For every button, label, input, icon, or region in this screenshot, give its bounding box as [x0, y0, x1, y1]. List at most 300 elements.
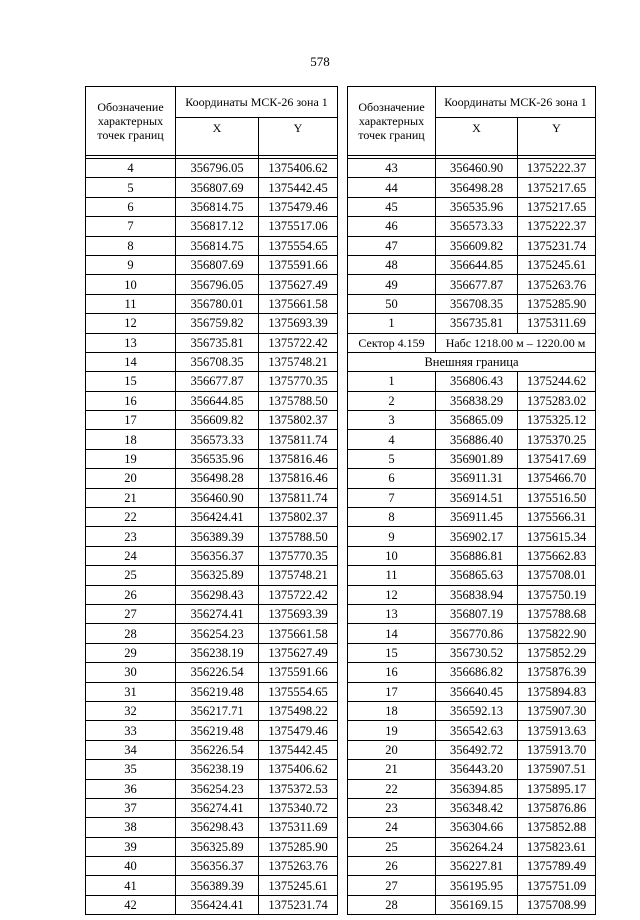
y-coordinate-cell: 1375311.69 [518, 314, 596, 333]
y-coordinate-cell: 1375340.72 [259, 798, 338, 817]
y-coordinate-cell: 1375406.62 [259, 159, 338, 178]
point-id-cell: 10 [348, 546, 436, 565]
y-coordinate-cell: 1375748.21 [259, 352, 338, 371]
table-row [86, 527, 338, 546]
table-row [348, 449, 596, 468]
point-id-cell: 18 [348, 701, 436, 720]
x-coordinate-cell: 356219.48 [176, 721, 259, 740]
y-coordinate-cell: 1375722.42 [259, 585, 338, 604]
x-coordinate-cell: 356759.82 [176, 314, 259, 333]
x-coordinate-cell: 356217.71 [176, 701, 259, 720]
x-coordinate-cell: 356238.19 [176, 760, 259, 779]
point-id-cell: 2 [348, 391, 436, 410]
table-row [86, 294, 338, 313]
point-id-cell: 6 [86, 197, 176, 216]
x-coordinate-cell: 356770.86 [436, 624, 518, 643]
table-row [348, 721, 596, 740]
table-row [86, 760, 338, 779]
y-coordinate-cell: 1375263.76 [518, 275, 596, 294]
table-row [348, 527, 596, 546]
table-row [86, 411, 338, 430]
x-coordinate-cell: 356460.90 [436, 159, 518, 178]
point-column-header: Обозначение характерных точек границ [348, 87, 436, 156]
point-id-cell: 20 [348, 740, 436, 759]
x-coordinate-cell: 356911.45 [436, 508, 518, 527]
y-coordinate-cell: 1375816.46 [259, 449, 338, 468]
table-row [348, 236, 596, 255]
point-id-cell: 22 [348, 779, 436, 798]
y-coordinate-cell: 1375517.06 [259, 217, 338, 236]
x-coordinate-cell: 356780.01 [176, 294, 259, 313]
y-coordinate-cell: 1375442.45 [259, 740, 338, 759]
x-coordinate-cell: 356677.87 [436, 275, 518, 294]
x-coordinate-cell: 356356.37 [176, 857, 259, 876]
point-id-cell: 50 [348, 294, 436, 313]
table-row [86, 876, 338, 895]
y-coordinate-cell: 1375245.61 [518, 255, 596, 274]
y-coordinate-cell: 1375627.49 [259, 275, 338, 294]
x-coordinate-cell: 356325.89 [176, 837, 259, 856]
point-id-cell: 9 [86, 255, 176, 274]
y-coordinate-cell: 1375554.65 [259, 236, 338, 255]
y-coordinate-cell: 1375615.34 [518, 527, 596, 546]
table-row [86, 314, 338, 333]
x-coordinate-cell: 356807.69 [176, 178, 259, 197]
x-coordinate-cell: 356901.89 [436, 449, 518, 468]
point-id-cell: 21 [86, 488, 176, 507]
point-id-cell: 35 [86, 760, 176, 779]
point-id-cell: 4 [86, 159, 176, 178]
point-id-cell: 28 [86, 624, 176, 643]
x-coordinate-cell: 356807.19 [436, 604, 518, 623]
coord-system-header: Координаты МСК-26 зона 1 [436, 87, 596, 118]
y-coordinate-cell: 1375693.39 [259, 604, 338, 623]
x-coordinate-cell: 356592.13 [436, 701, 518, 720]
y-coordinate-cell: 1375311.69 [259, 818, 338, 837]
sector-row [348, 333, 596, 352]
x-coordinate-cell: 356886.40 [436, 430, 518, 449]
point-id-cell: 21 [348, 760, 436, 779]
point-id-cell: 10 [86, 275, 176, 294]
x-coordinate-cell: 356348.42 [436, 798, 518, 817]
y-coordinate-cell: 1375406.62 [259, 760, 338, 779]
y-coordinate-cell: 1375750.19 [518, 585, 596, 604]
x-coordinate-cell: 356219.48 [176, 682, 259, 701]
x-coordinate-cell: 356226.54 [176, 663, 259, 682]
point-id-cell: 8 [86, 236, 176, 255]
y-coordinate-cell: 1375876.86 [518, 798, 596, 817]
point-id-cell: 12 [348, 585, 436, 604]
table-row [348, 546, 596, 565]
x-coordinate-cell: 356226.54 [176, 740, 259, 759]
y-coordinate-cell: 1375325.12 [518, 411, 596, 430]
y-coordinate-cell: 1375442.45 [259, 178, 338, 197]
point-id-cell: 25 [348, 837, 436, 856]
y-coordinate-cell: 1375789.49 [518, 857, 596, 876]
table-row [86, 798, 338, 817]
table-row [348, 798, 596, 817]
x-coordinate-cell: 356914.51 [436, 488, 518, 507]
point-id-cell: 48 [348, 255, 436, 274]
y-coordinate-cell: 1375907.30 [518, 701, 596, 720]
point-id-cell: 13 [86, 333, 176, 352]
table-row [86, 566, 338, 585]
y-coordinate-cell: 1375788.50 [259, 391, 338, 410]
table-row [86, 217, 338, 236]
point-id-cell: 14 [348, 624, 436, 643]
table-row [86, 449, 338, 468]
y-coordinate-cell: 1375913.70 [518, 740, 596, 759]
point-id-cell: 31 [86, 682, 176, 701]
table-row [348, 779, 596, 798]
y-coordinate-cell: 1375217.65 [518, 197, 596, 216]
table-row [86, 178, 338, 197]
table-row [86, 857, 338, 876]
table-row [86, 372, 338, 391]
y-coordinate-cell: 1375816.46 [259, 469, 338, 488]
point-id-cell: 26 [86, 585, 176, 604]
table-row [348, 818, 596, 837]
point-id-cell: 22 [86, 508, 176, 527]
y-coordinate-cell: 1375554.65 [259, 682, 338, 701]
y-coordinate-cell: 1375662.83 [518, 546, 596, 565]
x-coordinate-cell: 356356.37 [176, 546, 259, 565]
point-id-cell: 5 [348, 449, 436, 468]
y-coordinate-cell: 1375802.37 [259, 508, 338, 527]
table-row [348, 372, 596, 391]
point-id-cell: 29 [86, 643, 176, 662]
point-id-cell: 24 [86, 546, 176, 565]
point-id-cell: 24 [348, 818, 436, 837]
table-row [86, 391, 338, 410]
y-column-header: Y [518, 117, 596, 155]
point-id-cell: 36 [86, 779, 176, 798]
y-coordinate-cell: 1375661.58 [259, 624, 338, 643]
x-coordinate-cell: 356686.82 [436, 663, 518, 682]
x-coordinate-cell: 356644.85 [176, 391, 259, 410]
y-coordinate-cell: 1375913.63 [518, 721, 596, 740]
x-coordinate-cell: 356609.82 [436, 236, 518, 255]
table-row [348, 159, 596, 178]
x-coordinate-cell: 356806.43 [436, 372, 518, 391]
table-row [348, 585, 596, 604]
y-coordinate-cell: 1375708.01 [518, 566, 596, 585]
x-coordinate-cell: 356911.31 [436, 469, 518, 488]
table-row [86, 333, 338, 352]
point-id-cell: 11 [86, 294, 176, 313]
x-coordinate-cell: 356573.33 [176, 430, 259, 449]
y-coordinate-cell: 1375708.99 [518, 895, 596, 914]
x-coordinate-cell: 356535.96 [176, 449, 259, 468]
y-coordinate-cell: 1375722.42 [259, 333, 338, 352]
point-id-cell: 37 [86, 798, 176, 817]
point-id-cell: 12 [86, 314, 176, 333]
point-id-cell: 17 [86, 411, 176, 430]
y-coordinate-cell: 1375693.39 [259, 314, 338, 333]
table-row [348, 469, 596, 488]
point-id-cell: 47 [348, 236, 436, 255]
x-column-header: X [436, 117, 518, 155]
x-coordinate-cell: 356838.29 [436, 391, 518, 410]
table-row [348, 294, 596, 313]
x-coordinate-cell: 356644.85 [436, 255, 518, 274]
table-row [86, 895, 338, 914]
y-coordinate-cell: 1375627.49 [259, 643, 338, 662]
x-column-header: X [176, 117, 259, 155]
point-id-cell: 13 [348, 604, 436, 623]
table-row [348, 391, 596, 410]
table-row [348, 663, 596, 682]
y-coordinate-cell: 1375217.65 [518, 178, 596, 197]
point-id-cell: 20 [86, 469, 176, 488]
point-id-cell: 1 [348, 372, 436, 391]
table-row [86, 197, 338, 216]
y-coordinate-cell: 1375591.66 [259, 663, 338, 682]
point-id-cell: 45 [348, 197, 436, 216]
outer-boundary-row [348, 352, 596, 371]
point-id-cell: 34 [86, 740, 176, 759]
x-coordinate-cell: 356573.33 [436, 217, 518, 236]
table-row [348, 255, 596, 274]
x-coordinate-cell: 356708.35 [436, 294, 518, 313]
point-id-cell: 7 [348, 488, 436, 507]
table-row [348, 760, 596, 779]
table-row [86, 352, 338, 371]
x-coordinate-cell: 356264.24 [436, 837, 518, 856]
x-coordinate-cell: 356424.41 [176, 895, 259, 914]
table-row [348, 895, 596, 914]
x-coordinate-cell: 356298.43 [176, 818, 259, 837]
table-row [86, 236, 338, 255]
point-id-cell: 19 [86, 449, 176, 468]
table-row [86, 779, 338, 798]
x-coordinate-cell: 356796.05 [176, 275, 259, 294]
table-row [348, 178, 596, 197]
point-id-cell: 42 [86, 895, 176, 914]
table-row [86, 624, 338, 643]
point-id-cell: 4 [348, 430, 436, 449]
table-row [86, 430, 338, 449]
point-id-cell: 16 [86, 391, 176, 410]
x-coordinate-cell: 356498.28 [176, 469, 259, 488]
x-coordinate-cell: 356460.90 [176, 488, 259, 507]
table-row [86, 255, 338, 274]
point-id-cell: 23 [86, 527, 176, 546]
x-coordinate-cell: 356708.35 [176, 352, 259, 371]
x-coordinate-cell: 356498.28 [436, 178, 518, 197]
y-coordinate-cell: 1375802.37 [259, 411, 338, 430]
point-id-cell: 5 [86, 178, 176, 197]
x-coordinate-cell: 356443.20 [436, 760, 518, 779]
y-coordinate-cell: 1375566.31 [518, 508, 596, 527]
x-coordinate-cell: 356389.39 [176, 527, 259, 546]
x-coordinate-cell: 356254.23 [176, 779, 259, 798]
table-row [348, 876, 596, 895]
table-row [348, 488, 596, 507]
y-coordinate-cell: 1375788.50 [259, 527, 338, 546]
point-id-cell: 19 [348, 721, 436, 740]
table-row [348, 837, 596, 856]
table-row [86, 546, 338, 565]
table-row [348, 411, 596, 430]
table-row [86, 740, 338, 759]
y-column-header: Y [259, 117, 338, 155]
point-id-cell: 26 [348, 857, 436, 876]
table-row [86, 604, 338, 623]
y-coordinate-cell: 1375245.61 [259, 876, 338, 895]
x-coordinate-cell: 356298.43 [176, 585, 259, 604]
table-row [86, 469, 338, 488]
x-coordinate-cell: 356865.09 [436, 411, 518, 430]
y-coordinate-cell: 1375811.74 [259, 430, 338, 449]
table-row [348, 508, 596, 527]
table-row [86, 818, 338, 837]
x-coordinate-cell: 356609.82 [176, 411, 259, 430]
y-coordinate-cell: 1375417.69 [518, 449, 596, 468]
y-coordinate-cell: 1375788.68 [518, 604, 596, 623]
y-coordinate-cell: 1375895.17 [518, 779, 596, 798]
table-row [348, 566, 596, 585]
point-id-cell: 6 [348, 469, 436, 488]
table-row [86, 682, 338, 701]
point-id-cell: 32 [86, 701, 176, 720]
point-id-cell: 17 [348, 682, 436, 701]
y-coordinate-cell: 1375876.39 [518, 663, 596, 682]
y-coordinate-cell: 1375231.74 [518, 236, 596, 255]
y-coordinate-cell: 1375283.02 [518, 391, 596, 410]
point-id-cell: 33 [86, 721, 176, 740]
point-id-cell: 15 [348, 643, 436, 662]
x-coordinate-cell: 356796.05 [176, 159, 259, 178]
point-id-cell: 28 [348, 895, 436, 914]
y-coordinate-cell: 1375516.50 [518, 488, 596, 507]
x-coordinate-cell: 356424.41 [176, 508, 259, 527]
x-coordinate-cell: 356274.41 [176, 798, 259, 817]
x-coordinate-cell: 356542.63 [436, 721, 518, 740]
x-coordinate-cell: 356325.89 [176, 566, 259, 585]
y-coordinate-cell: 1375823.61 [518, 837, 596, 856]
table-row [86, 837, 338, 856]
table-row [348, 197, 596, 216]
table-row [86, 721, 338, 740]
sector-label: Сектор 4.159 [348, 333, 436, 352]
point-id-cell: 49 [348, 275, 436, 294]
table-row [348, 643, 596, 662]
y-coordinate-cell: 1375811.74 [259, 488, 338, 507]
x-coordinate-cell: 356817.12 [176, 217, 259, 236]
y-coordinate-cell: 1375370.25 [518, 430, 596, 449]
table-row [86, 701, 338, 720]
y-coordinate-cell: 1375263.76 [259, 857, 338, 876]
x-coordinate-cell: 356169.15 [436, 895, 518, 914]
y-coordinate-cell: 1375751.09 [518, 876, 596, 895]
table-row [348, 217, 596, 236]
y-coordinate-cell: 1375852.88 [518, 818, 596, 837]
table-row [348, 275, 596, 294]
point-id-cell: 23 [348, 798, 436, 817]
x-coordinate-cell: 356535.96 [436, 197, 518, 216]
y-coordinate-cell: 1375466.70 [518, 469, 596, 488]
point-id-cell: 11 [348, 566, 436, 585]
point-id-cell: 9 [348, 527, 436, 546]
x-coordinate-cell: 356389.39 [176, 876, 259, 895]
x-coordinate-cell: 356735.81 [436, 314, 518, 333]
table-row [86, 643, 338, 662]
x-coordinate-cell: 356394.85 [436, 779, 518, 798]
table-row [86, 508, 338, 527]
table-row [86, 159, 338, 178]
y-coordinate-cell: 1375822.90 [518, 624, 596, 643]
point-id-cell: 43 [348, 159, 436, 178]
y-coordinate-cell: 1375222.37 [518, 217, 596, 236]
x-coordinate-cell: 356730.52 [436, 643, 518, 662]
x-coordinate-cell: 356238.19 [176, 643, 259, 662]
outer-boundary-label: Внешняя граница [348, 352, 596, 371]
y-coordinate-cell: 1375285.90 [518, 294, 596, 313]
point-id-cell: 38 [86, 818, 176, 837]
table-row [86, 275, 338, 294]
x-coordinate-cell: 356195.95 [436, 876, 518, 895]
y-coordinate-cell: 1375770.35 [259, 372, 338, 391]
coordinates-table-left [85, 86, 338, 915]
point-id-cell: 27 [86, 604, 176, 623]
y-coordinate-cell: 1375479.46 [259, 197, 338, 216]
point-id-cell: 1 [348, 314, 436, 333]
x-coordinate-cell: 356640.45 [436, 682, 518, 701]
table-row [86, 663, 338, 682]
x-coordinate-cell: 356304.66 [436, 818, 518, 837]
x-coordinate-cell: 356735.81 [176, 333, 259, 352]
point-column-header: Обозначение характерных точек границ [86, 87, 176, 156]
y-coordinate-cell: 1375894.83 [518, 682, 596, 701]
point-id-cell: 41 [86, 876, 176, 895]
x-coordinate-cell: 356274.41 [176, 604, 259, 623]
point-id-cell: 16 [348, 663, 436, 682]
table-row [348, 604, 596, 623]
table-row [86, 585, 338, 604]
table-row [348, 430, 596, 449]
x-coordinate-cell: 356886.81 [436, 546, 518, 565]
table-row [348, 701, 596, 720]
point-id-cell: 15 [86, 372, 176, 391]
point-id-cell: 39 [86, 837, 176, 856]
table-row [348, 857, 596, 876]
y-coordinate-cell: 1375907.51 [518, 760, 596, 779]
x-coordinate-cell: 356807.69 [176, 255, 259, 274]
y-coordinate-cell: 1375285.90 [259, 837, 338, 856]
x-coordinate-cell: 356492.72 [436, 740, 518, 759]
point-id-cell: 8 [348, 508, 436, 527]
point-id-cell: 25 [86, 566, 176, 585]
table-row [348, 740, 596, 759]
point-id-cell: 30 [86, 663, 176, 682]
coord-system-header: Координаты МСК-26 зона 1 [176, 87, 338, 118]
page-number: 578 [310, 54, 330, 69]
y-coordinate-cell: 1375748.21 [259, 566, 338, 585]
y-coordinate-cell: 1375770.35 [259, 546, 338, 565]
y-coordinate-cell: 1375479.46 [259, 721, 338, 740]
x-coordinate-cell: 356902.17 [436, 527, 518, 546]
y-coordinate-cell: 1375661.58 [259, 294, 338, 313]
x-coordinate-cell: 356814.75 [176, 197, 259, 216]
point-id-cell: 18 [86, 430, 176, 449]
sector-height: Набс 1218.00 м – 1220.00 м [436, 333, 596, 352]
y-coordinate-cell: 1375231.74 [259, 895, 338, 914]
right-table-body [348, 159, 596, 915]
table-row [348, 314, 596, 333]
x-coordinate-cell: 356227.81 [436, 857, 518, 876]
table-row [348, 682, 596, 701]
